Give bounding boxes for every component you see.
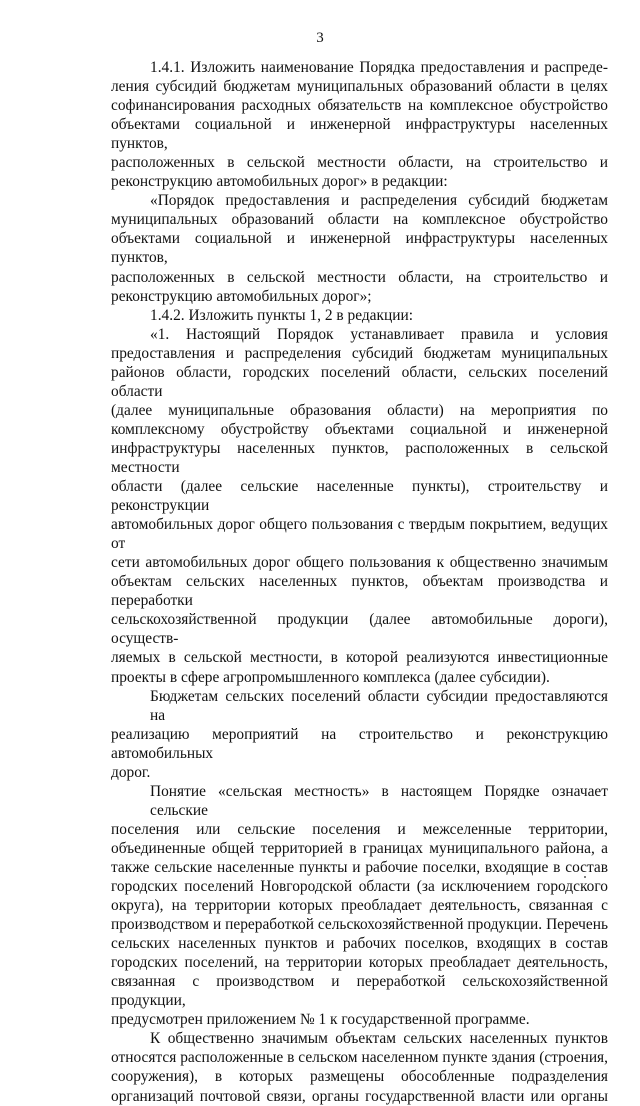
text-line-content: относятся расположенные в сельском населенном пункте здания (строения, (111, 1049, 608, 1067)
text-line-content: инфраструктуры населенных пунктов, расположенных в сельской местности (111, 439, 608, 476)
text-line-content: комплексному обустройству объектами социальной и инженерной (111, 420, 608, 438)
text-line-content: «1. Настоящий Порядок устанавливает правила и условия (150, 325, 608, 343)
text-line (111, 553, 608, 572)
text-line (111, 820, 608, 839)
text-line-content: (далее муниципальные образования области) на мероприятия по (111, 401, 608, 419)
text-line-content: округа), на территории которых преобладает деятельность, связанная с (111, 897, 608, 915)
text-line-content: реконструкцию автомобильных дорог» в редакции: (111, 173, 448, 191)
text-line-content: 1.4.1. Изложить наименование Порядка предоставления и распреде- (150, 59, 608, 76)
text-line (111, 915, 608, 934)
text-line (111, 344, 608, 363)
scan-speck (584, 876, 586, 878)
text-line (111, 229, 608, 267)
text-line (111, 401, 608, 420)
text-line (111, 687, 608, 725)
text-line-content: ления субсидий бюджетам муниципальных образований области в целях (111, 78, 608, 96)
text-line-content: проекты в сфере агропромышленного комплекса (далее субсидии). (111, 668, 550, 686)
text-line (111, 1010, 608, 1029)
text-line-content: связанная с производством и переработкой сельскохозяйственной продукции, (111, 973, 608, 1010)
text-line (111, 268, 608, 287)
text-line (111, 210, 608, 229)
text-line (111, 1048, 608, 1067)
text-line-content: расположенных в сельской местности области, на строительство и (111, 268, 608, 286)
text-line (111, 515, 608, 553)
text-line (111, 1067, 608, 1086)
text-line (111, 610, 608, 648)
text-line (111, 477, 608, 515)
text-line (111, 172, 608, 191)
text-line (111, 896, 608, 915)
text-line-content: реализацию мероприятий на строительство и реконструкцию автомобильных (111, 725, 608, 762)
text-line-content: сооружения), в которых размещены обособленные подразделения (111, 1068, 608, 1086)
text-line-content: организаций почтовой связи, органы государственной власти или органы (111, 1087, 608, 1105)
text-line-content: объединенные общей территорией в границах муниципального района, а (111, 839, 608, 857)
text-line (111, 325, 608, 344)
text-line-content: Бюджетам сельских поселений области субсидии предоставляются на (150, 687, 608, 724)
text-line (111, 287, 608, 306)
text-line-content: объектам сельских населенных пунктов, объектам производства и переработки (111, 573, 608, 610)
page-number: 3 (316, 30, 324, 46)
text-line (111, 77, 608, 96)
text-line (111, 668, 608, 687)
text-line-content: муниципальных образований области на комплексное обустройство (111, 211, 608, 229)
text-line (111, 115, 608, 153)
text-line-content: городских поселений Новгородской области (за исключением городского (111, 878, 608, 896)
text-line (111, 877, 608, 896)
text-line (111, 572, 608, 610)
text-line-content: К общественно значимым объектам сельских населенных пунктов (150, 1030, 608, 1048)
text-line (111, 858, 608, 877)
text-line-content: сельскохозяйственной продукции (далее автомобильные дороги), осуществ- (111, 611, 608, 648)
text-line (111, 96, 608, 115)
text-line-content: автомобильных дорог общего пользования с твердым покрытием, ведущих от (111, 516, 608, 553)
text-line-content: «Порядок предоставления и распределения субсидий бюджетам (150, 192, 608, 210)
text-line (111, 934, 608, 953)
text-line (111, 191, 608, 210)
text-line (111, 58, 608, 77)
text-line (111, 972, 608, 1010)
text-line-content: предусмотрен приложением № 1 к государственной программе. (111, 1011, 530, 1029)
text-line-content: производством и переработкой сельскохозяйственной продукции. Перечень (111, 916, 608, 934)
text-line-content: 1.4.2. Изложить пункты 1, 2 в редакции: (150, 306, 413, 324)
text-line-content: Понятие «сельская местность» в настоящем Порядке означает сельские (150, 782, 608, 819)
text-line-content: объектами социальной и инженерной инфраструктуры населенных пунктов, (111, 116, 608, 153)
text-line-content: дорог. (111, 763, 151, 781)
text-line-content: предоставления и распределения субсидий бюджетам муниципальных (111, 344, 608, 362)
text-line (111, 420, 608, 439)
text-line-content: расположенных в сельской местности области, на строительство и (111, 154, 608, 172)
text-line-content: сети автомобильных дорог общего пользования к общественно значимым (111, 554, 608, 572)
text-line-content: объектами социальной и инженерной инфраструктуры населенных пунктов, (111, 230, 608, 267)
document-body (111, 58, 608, 1106)
text-line (111, 782, 608, 820)
text-line-content: также сельские населенные пункты и рабочие поселки, входящие в состав (111, 858, 608, 876)
text-line (111, 153, 608, 172)
text-line (111, 953, 608, 972)
text-line (111, 763, 608, 782)
text-line-content: районов области, городских поселений области, сельских поселений области (111, 363, 608, 400)
text-line (111, 363, 608, 401)
text-line (111, 1087, 608, 1106)
text-line-content: области (далее сельские населенные пункты), строительству и реконструкции (111, 478, 608, 515)
text-line-content: городских поселений, на территории которых преобладает деятельность, (111, 954, 608, 972)
text-line (111, 648, 608, 667)
text-line (111, 839, 608, 858)
text-line-content: поселения или сельские поселения и межселенные территории, (111, 820, 608, 838)
text-line (111, 1029, 608, 1048)
text-line-content: ляемых в сельской местности, в которой реализуются инвестиционные (111, 649, 608, 667)
text-line (111, 725, 608, 763)
text-line-content: сельских населенных пунктов и рабочих поселков, входящих в состав (111, 935, 608, 953)
text-line (111, 439, 608, 477)
text-line (111, 306, 608, 325)
text-line-content: софинансирования расходных обязательств на комплексное обустройство (111, 97, 608, 115)
text-line-content: реконструкцию автомобильных дорог»; (111, 287, 372, 305)
